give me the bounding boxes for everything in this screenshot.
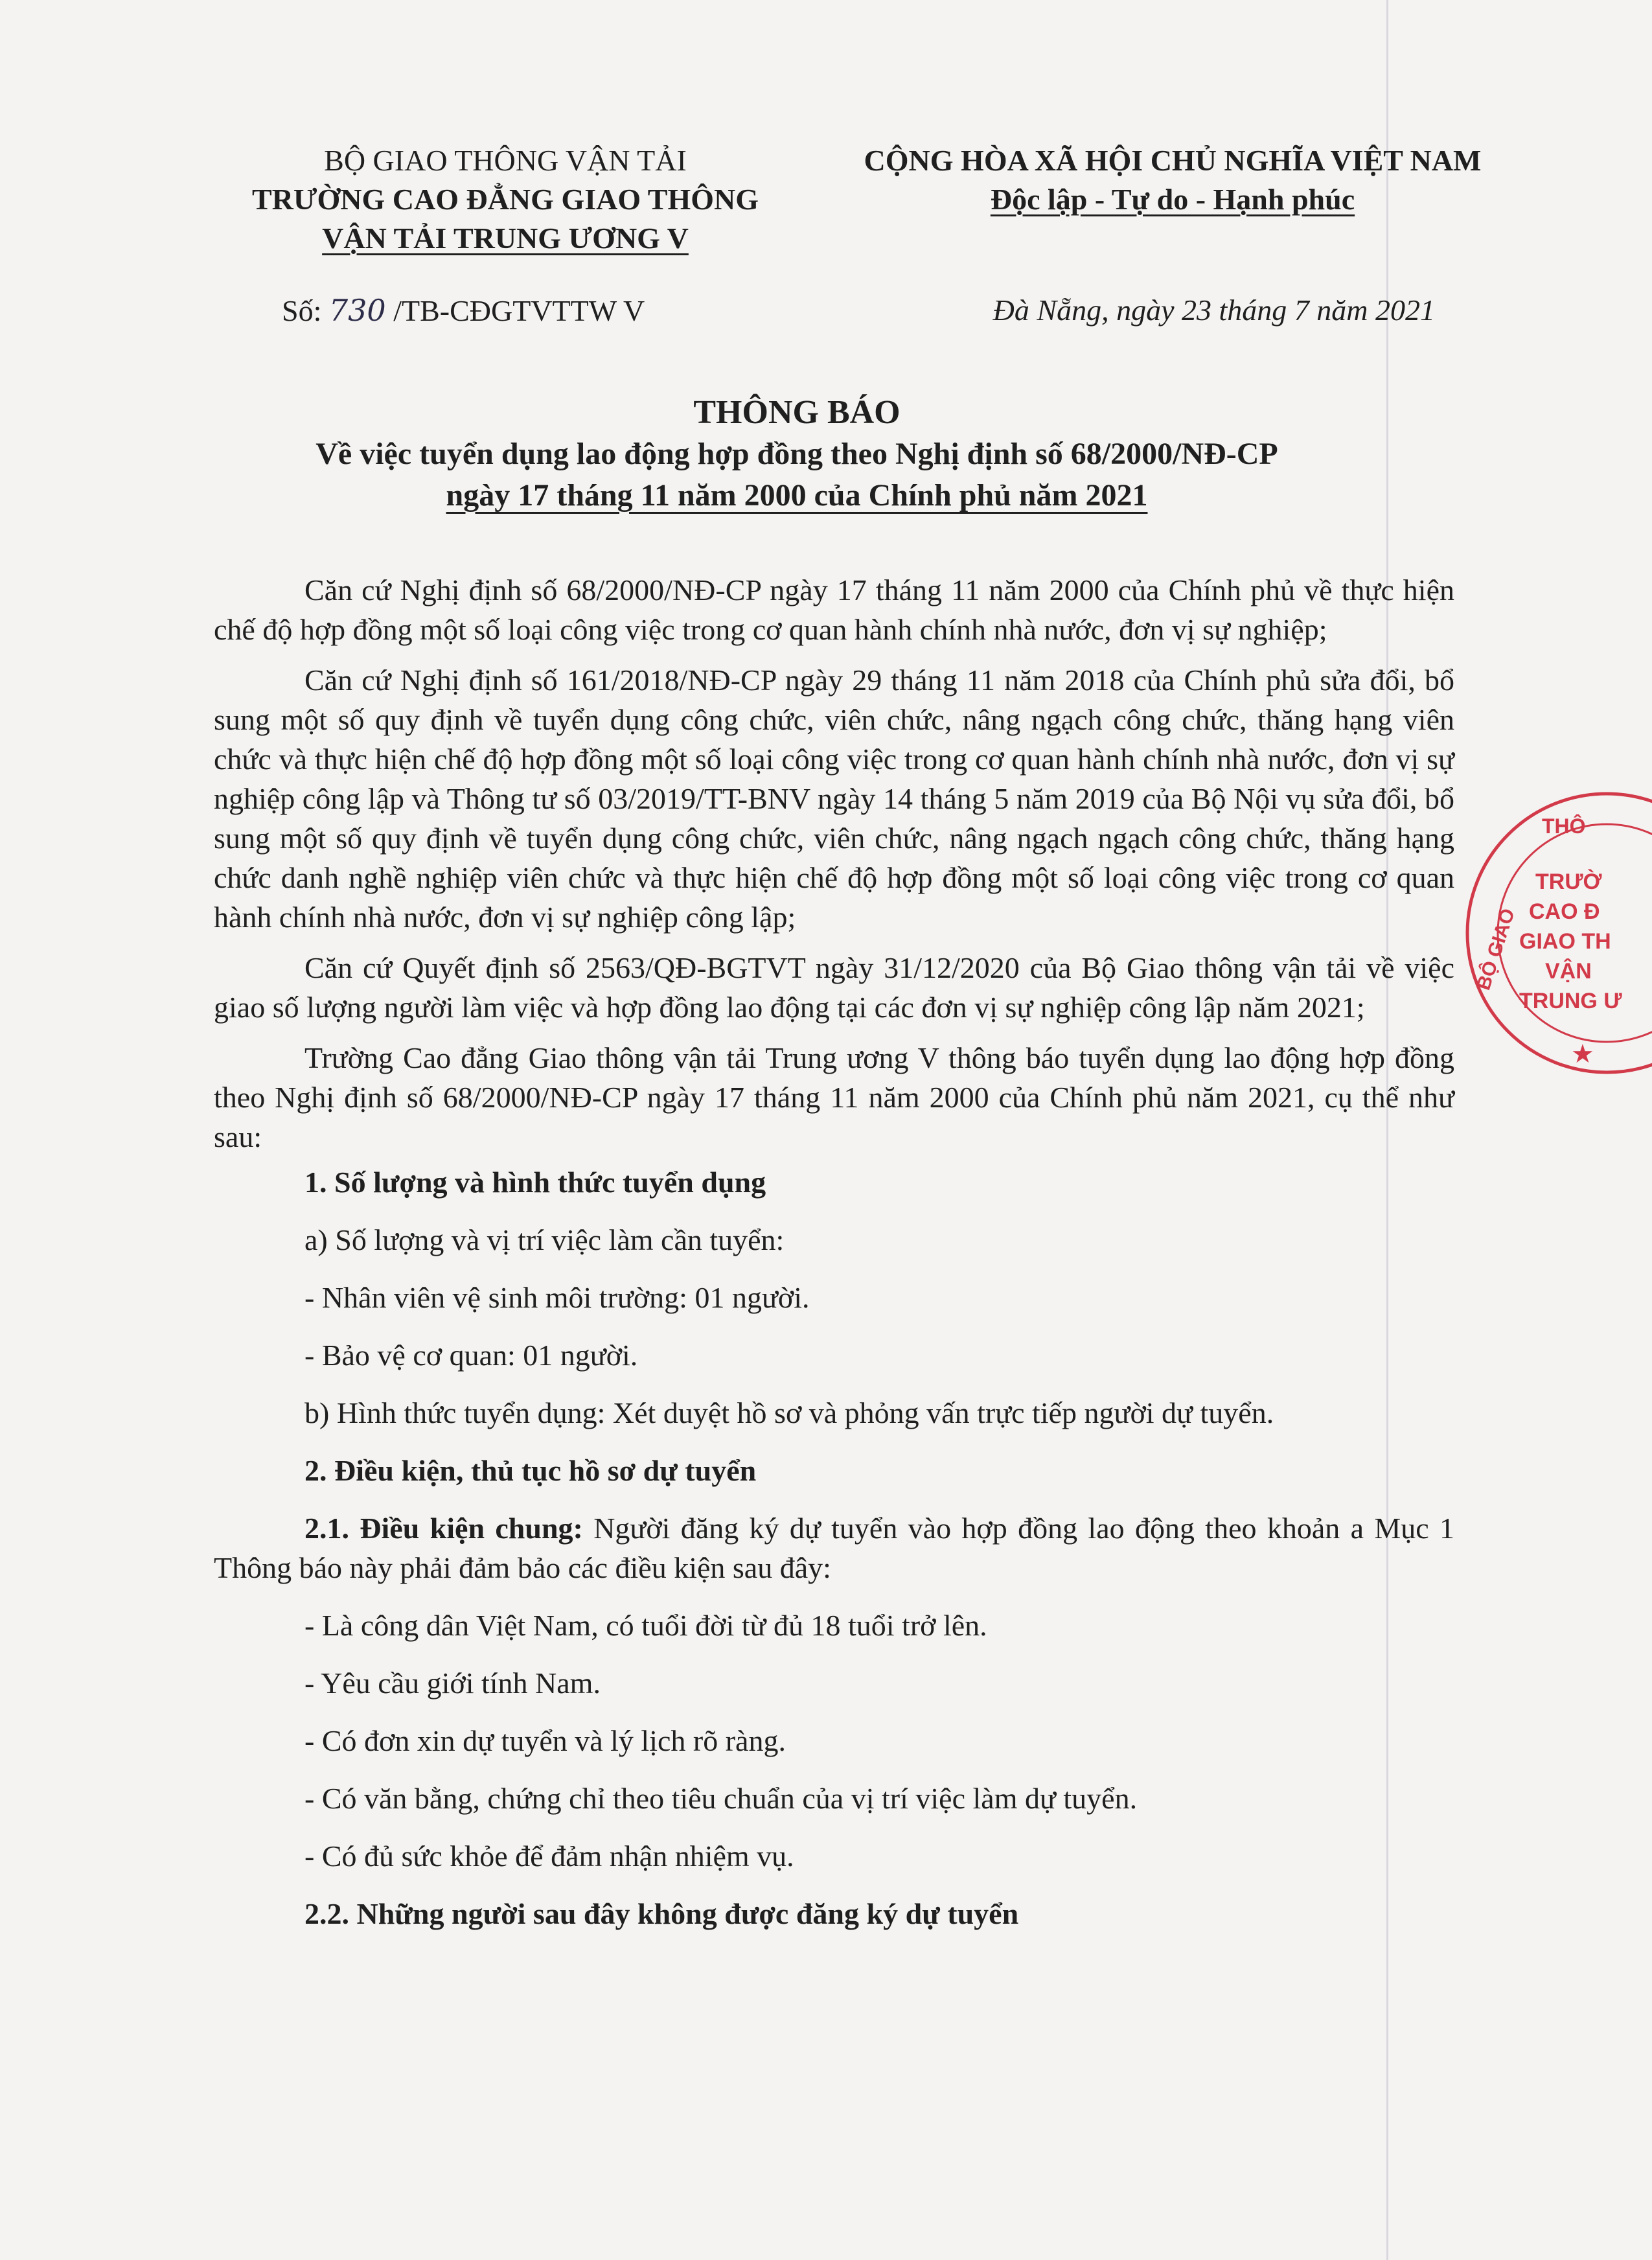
title-subject-line1: Về việc tuyển dụng lao động hợp đồng theo Nghị định số 68/2000/NĐ-CP [315,437,1278,471]
legal-basis-2: Căn cứ Nghị định số 161/2018/NĐ-CP ngày 29 tháng 11 năm 2018 của Chính phủ sửa đổi, bổ sung một số quy định về tuyển dụng công chức, viên chức, nâng ngạch công chức, thăng hạng viên chức và thực hiện chế độ hợp đồng một số loại công việc trong cơ quan hành chính nhà nước, đơn vị sự nghiệp công lập và Thông tư số 03/2019/TT-BNV ngày 14 tháng 5 năm 2019 của Bộ Nội vụ sửa đổi, bổ sung một số quy định về tuyển dụng công chức, viên chức, nâng ngạch ngạch công chức, thăng hạng chức danh nghề nghiệp viên chức và thực hiện chế độ hợp đồng một số loại công việc trong cơ quan hành chính nhà nước, đơn vị sự nghiệp công lập; [214,663,1454,934]
seal-arc-left: BỘ GIAO [1473,906,1519,993]
condition-certificates: - Có văn bằng, chứng chỉ theo tiêu chuẩn của vị trí việc làm dự tuyển. [304,1782,1138,1815]
document-number-suffix: /TB-CĐGTVTTW V [385,294,645,327]
document-number-prefix: Số: [282,294,329,327]
position-cleaner: - Nhân viên vệ sinh môi trường: 01 người. [304,1281,810,1314]
official-seal-stamp [1458,778,1652,1089]
document-date: Đà Nẵng, ngày 23 tháng 7 năm 2021 [992,294,1435,327]
seal-text-5: TRUNG Ư [1519,989,1622,1013]
document-title [214,392,1380,516]
condition-citizen: - Là công dân Việt Nam, có tuổi đời từ đủ 18 tuổi trở lên. [304,1609,987,1642]
section-1-heading: 1. Số lượng và hình thức tuyển dụng [304,1166,766,1199]
section-1a: a) Số lượng và vị trí việc làm cần tuyển: [304,1223,785,1256]
parent-ministry: BỘ GIAO THÔNG VẬN TẢI [324,144,687,177]
seal-text-4: VẬN [1545,959,1592,984]
announcement-intro: Trường Cao đẳng Giao thông vận tải Trung ương V thông báo tuyển dụng lao động hợp đồng theo Nghị định số 68/2000/NĐ-CP ngày 17 tháng 11 năm 2000 của Chính phủ năm 2021, cụ thể như sau: [214,1041,1454,1153]
document-number [282,293,645,328]
national-motto-text: Độc lập - Tự do - Hạnh phúc [990,183,1355,216]
issuer-block [214,141,797,258]
legal-basis-1: Căn cứ Nghị định số 68/2000/NĐ-CP ngày 17 tháng 11 năm 2000 của Chính phủ về thực hiện chế độ hợp đồng một số loại công việc trong cơ quan hành chính nhà nước, đơn vị sự nghiệp; [214,573,1454,646]
seal-text-2: CAO Đ [1529,899,1600,924]
title-subject-line2-text: ngày 17 tháng 11 năm 2000 của Chính phủ năm 2021 [446,478,1148,513]
school-name-line1: TRƯỜNG CAO ĐẲNG GIAO THÔNG [251,183,759,216]
national-header [823,141,1522,219]
title-main: THÔNG BÁO [693,394,901,431]
document-body [214,570,1454,1952]
section-2-1-label: 2.1. Điều kiện chung: [304,1512,583,1545]
legal-basis-3: Căn cứ Quyết định số 2563/QĐ-BGTVT ngày 31/12/2020 của Bộ Giao thông vận tải về việc giao số lượng người làm việc và hợp đồng lao động tại các đơn vị sự nghiệp công lập năm 2021; [214,951,1454,1024]
document-number-handwritten: 730 [328,293,386,328]
section-2-1 [214,1508,1454,1587]
section-2-1-text: Người đăng ký dự tuyển vào hợp đồng lao động theo khoản a Mục 1 Thông báo này phải đảm bảo các điều kiện sau đây: [214,1512,1454,1584]
section-2-heading: 2. Điều kiện, thủ tục hồ sơ dự tuyển [304,1454,757,1487]
seal-text-3: GIAO TH [1519,929,1611,954]
condition-application: - Có đơn xin dự tuyển và lý lịch rõ ràng. [304,1724,786,1757]
national-motto [823,180,1522,219]
condition-health: - Có đủ sức khỏe để đảm nhận nhiệm vụ. [304,1839,794,1873]
seal-star: ★ [1571,1040,1594,1068]
school-name-line2-text: VẬN TẢI TRUNG ƯƠNG V [322,222,689,255]
seal-text-1: TRƯỜ [1535,870,1602,894]
section-1b: b) Hình thức tuyển dụng: Xét duyệt hồ sơ và phỏng vấn trực tiếp người dự tuyển. [304,1396,1274,1429]
seal-arc-top: THÔ [1542,814,1586,838]
condition-gender: - Yêu cầu giới tính Nam. [304,1666,601,1700]
school-name-line2 [214,219,797,258]
country-name: CỘNG HÒA XÃ HỘI CHỦ NGHĨA VIỆT NAM [864,144,1482,177]
title-subject-line2 [214,475,1380,516]
section-2-2-heading: 2.2. Những người sau đây không được đăng ký dự tuyển [304,1897,1019,1930]
position-security: - Bảo vệ cơ quan: 01 người. [304,1339,638,1372]
